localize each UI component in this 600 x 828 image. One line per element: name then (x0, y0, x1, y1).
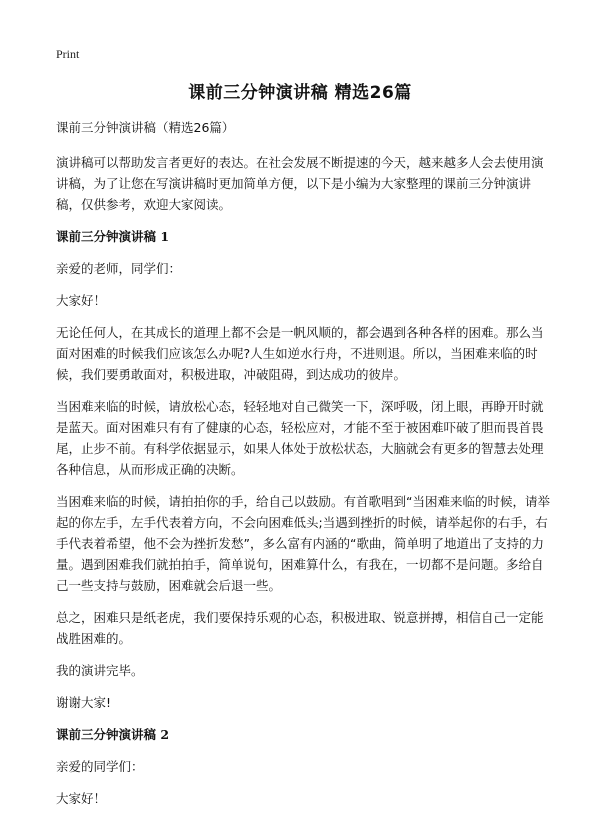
section-2 (56, 724, 550, 809)
section-heading: 课前三分钟演讲稿 1 (56, 229, 170, 244)
body-paragraph: 无论任何人，在其成长的道理上都不会是一帆风顺的，都会遇到各种各样的困难。那么当面对困难的时候我们应该怎么办呢?人生如逆水行舟，不进则退。所以，当困难来临的时候，我们要勇敢面对，积极进取，冲破阻碍，到达成功的彼岸。 (56, 325, 544, 382)
closing-line: 我的演讲完毕。 (56, 663, 144, 678)
salutation: 亲爱的同学们： (56, 759, 144, 774)
section-heading: 课前三分钟演讲稿 2 (56, 727, 170, 742)
salutation: 亲爱的老师，同学们： (56, 261, 182, 276)
greeting: 大家好！ (56, 293, 107, 308)
body-paragraph: 总之，困难只是纸老虎，我们要保持乐观的心态，积极进取、锐意拼搏，相信自己一定能战胜困难的。 (56, 610, 544, 646)
section-1 (56, 226, 550, 713)
document-body (56, 117, 550, 820)
body-paragraph: 当困难来临的时候，请拍拍你的手，给自己以鼓励。有首歌唱到“当困难来临的时候，请举起的你左手，左手代表着方向，不会向困难低头;当遇到挫折的时候，请举起你的右手，右手代表着希望，他不会为挫折发愁”，多么富有内涵的“歌曲，简单明了地道出了支持的力量。遇到困难我们就拍拍手，简单说句，困难算什么，有我在，一切都不是问题。多给自己一些支持与鼓励，困难就会后退一些。 (56, 494, 550, 593)
thanks-line: 谢谢大家! (56, 695, 112, 710)
body-paragraph: 当困难来临的时候，请放松心态，轻轻地对自己微笑一下，深呼吸，闭上眼，再睁开时就是蓝天。面对困难只有有了健康的心态，轻松应对，才能不至于被困难吓破了胆而畏首畏尾，止步不前。有科学依据显示，如果人体处于放松状态，大脑就会有更多的智慧去处理各种信息，从而形成正确的决断。 (56, 399, 544, 477)
document-title: 课前三分钟演讲稿 精选26篇 (188, 83, 412, 103)
document-subtitle: 课前三分钟演讲稿（精选26篇） (56, 120, 235, 135)
print-link[interactable]: Print (56, 47, 80, 61)
intro-paragraph: 演讲稿可以帮助发言者更好的表达。在社会发展不断提速的今天，越来越多人会去使用演讲稿，为了让您在写演讲稿时更加简单方便，以下是小编为大家整理的课前三分钟演讲稿，仅供参考，欢迎大家阅读。 (56, 155, 544, 212)
greeting: 大家好！ (56, 791, 107, 806)
